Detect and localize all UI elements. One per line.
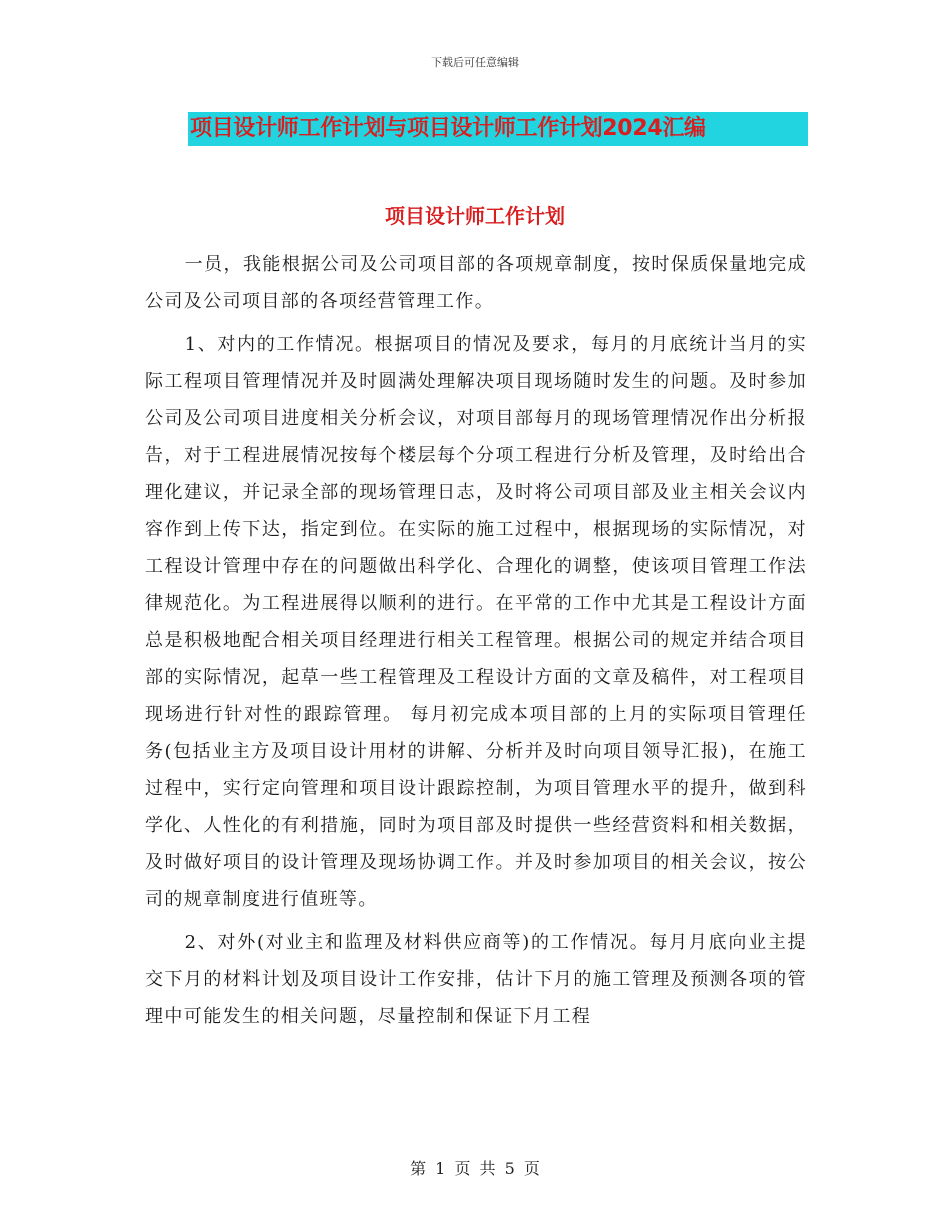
paragraph-external-work: 2、对外(对业主和监理及材料供应商等)的工作情况。每月月底向业主提交下月的材料计划及项目设计工作安排，估计下月的施工管理及预测各项的管理中可能发生的相关问题，尽量控制和保证下月工程	[145, 932, 807, 1027]
paragraph-internal-work: 1、对内的工作情况。根据项目的情况及要求，每月的月底统计当月的实际工程项目管理情况并及时圆满处理解决项目现场随时发生的问题。及时参加公司及公司项目进度相关分析会议，对项目部每月的现场管理情况作出分析报告，对于工程进展情况按每个楼层每个分项工程进行分析及管理，及时给出合理化建议，并记录全部的现场管理日志，及时将公司项目部及业主相关会议内容作到上传下达，指定到位。在实际的施工过程中，根据现场的实际情况，对工程设计管理中存在的问题做出科学化、合理化的调整，使该项目管理工作法律规范化。为工程进展得以顺利的进行。在平常的工作中尤其是工程设计方面总是积极地配合相关项目经理进行相关工程管理。根据公司的规定并结合项目部的实际情况，起草一些工程管理及工程设计方面的文章及稿件，对工程项目现场进行针对性的跟踪管理。 每月初完成本项目部的上月的实际项目管理任务(包括业主方及项目设计用材的讲解、分析并及时向项目领导汇报)，在施工过程中，实行定向管理和项目设计跟踪控制，为项目管理水平的提升，做到科学化、人性化的有利措施，同时为项目部及时提供一些经营资料和相关数据，及时做好项目的设计管理及现场协调工作。并及时参加项目的相关会议，按公司的规章制度进行值班等。	[145, 334, 807, 910]
main-title: 项目设计师工作计划与项目设计师工作计划2024汇编	[190, 116, 706, 141]
paragraph-intro: 一员，我能根据公司及公司项目部的各项规章制度，按时保质保量地完成公司及公司项目部的各项经营管理工作。	[145, 254, 807, 312]
main-title-highlight	[188, 112, 808, 146]
section-title: 项目设计师工作计划	[385, 204, 565, 228]
header-note: 下载后可任意编辑	[431, 56, 519, 69]
page-number-footer: 第 1 页 共 5 页	[410, 1159, 540, 1178]
document-body	[145, 246, 807, 1041]
